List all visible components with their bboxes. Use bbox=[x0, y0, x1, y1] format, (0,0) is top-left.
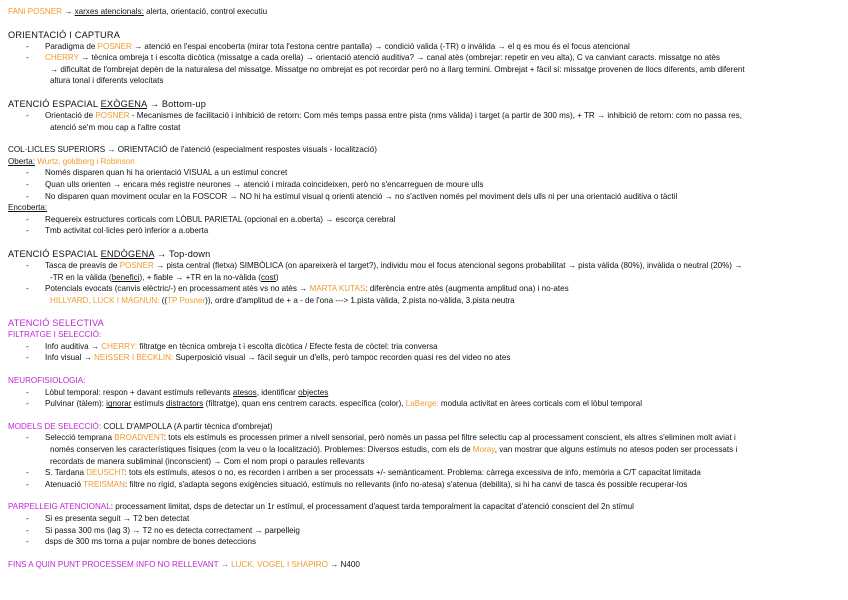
list-item: - Info visual → NEISSER I BECKLIN: Superposició visual → fàcil seguir un d'ells, però tampoc recorden quasi res del video no ates bbox=[26, 353, 511, 363]
list-item: - Lòbul temporal: respon + davant estímuls rellevants atesos, identificar objectes bbox=[26, 387, 329, 397]
subheading-oberta: Oberta: Wurtz, goldberg i Robinson bbox=[8, 156, 135, 166]
list-item-continuation: només conserven les característiques físiques (com la veu o la localització). Problemes: Diversos estudis, com els de Moray, van mostrar que alguns estímuls no atesos poden ser processats i bbox=[50, 445, 738, 455]
list-item: - Quan ulls orienten → encara més registre neurones → atenció i mirada coincideixen, però no s'encarreguen de moure ulls bbox=[26, 179, 484, 189]
list-item-continuation: atenció se'm mou cap a l'altre costat bbox=[50, 122, 181, 132]
networks-label: xarxes atencionals: bbox=[74, 7, 144, 16]
author-name: FANi POSNER bbox=[8, 7, 62, 16]
list-item: - Requereix estructures corticals com LÒBUL PARIETAL (opcional en a.oberta) → escorça cerebral bbox=[26, 214, 396, 224]
list-item: - S. Tardana DEUSCHT: tots els estímuls, atesos o no, es recorden i arriben a ser processats +/- semànticament. Problema: càrrega excessiva de info, memòria a C/T capacitat limitada bbox=[26, 468, 701, 478]
list-item: - Tmb activitat col·licles però inferior a a.oberta bbox=[26, 226, 209, 236]
subheading-filtratge: FILTRATGE I SELECCIÓ: bbox=[8, 330, 102, 340]
header-line bbox=[8, 6, 848, 18]
section-title-neuro: NEUROFISIOLOGIA: bbox=[8, 376, 86, 386]
list-item-continuation: → dificultat de l'ombrejat depèn de la naturalesa del missatge. Missatge no ombrejat es pot recordar però no a llarg termini. Ombrejat + fàcil si: missatge provenen de llocs diferents, amb diferent bbox=[50, 64, 745, 74]
list-item-continuation: altura tonal i diferents velocitats bbox=[50, 76, 164, 86]
list-item: - Info auditiva → CHERRY: filtratge en tècnica ombreja t i escolta dicòtica / Efecte festa de còctel: tria conversa bbox=[26, 341, 438, 351]
list-item: - Potencials evocats (canvis elèctric/-) en processament atès vs no atès → MARTA KUTAS: diferència entre atès (augmenta amplitud ona) i no-ates bbox=[26, 284, 569, 294]
list-item: - Tasca de preavís de POSNER → pista central (fletxa) SIMBÒLICA (on apareixerà el target?), individu mou el focus atencional segons probabilitat → pista vàlida (80%), invàlida o neutral (20%) → bbox=[26, 260, 743, 270]
list-item: - Si passa 300 ms (lag 3) → T2 no es detecta correctament → parpelleig bbox=[26, 525, 300, 535]
list-item: - Només disparen quan hi ha orientació VISUAL a un estímul concret bbox=[26, 168, 288, 178]
section-title-fins: FINS A QUIN PUNT PROCESSEM INFO NO RELLEVANT → LUCK, VOGEL I SHAPIRO → N400 bbox=[8, 559, 360, 569]
section-title-colicles: COL·LICLES SUPERIORS → ORIENTACIÓ de l'atenció (especialment respostes visuals - localització) bbox=[8, 145, 377, 155]
section-title-endogena: ATENCIÓ ESPACIAL ENDÒGENA → Top-down bbox=[8, 248, 211, 259]
section-title-models: MODELS DE SELECCIÓ: COLL D'AMPOLLA (A partir tècnica d'ombrejat) bbox=[8, 421, 273, 431]
section-title-exogena: ATENCIÓ ESPACIAL EXÒGENA → Bottom-up bbox=[8, 98, 207, 109]
header-rest: alerta, orientació, control executiu bbox=[146, 7, 268, 16]
list-item-continuation: -TR en la vàlida (benefici), + fiable → +TR en la no-vàlida (cost) bbox=[50, 272, 279, 282]
section-title-parpelleig: PARPELLEIG ATENCIONAL: processament limitat, dsps de detectar un 1r estímul, el processament d'aquest tarda temporalment la capacitat d'atenció conscient del 2n stímul bbox=[8, 502, 634, 512]
list-item-continuation: HILLYARD, LUCK I MAGNUN: ((TP Posner)), ordre d'amplitud de + a - de l'ona ---> 1.pista vàlida, 2.pista no-vàlida, 3.pista neutra bbox=[50, 295, 515, 305]
section-title-selectiva: ATENCIÓ SELECTIVA bbox=[8, 318, 104, 329]
list-item: - Selecció temprana BROADVENT: tots els estímuls es processen primer a nivell sensorial, però només un passa pel filtre selectiu cap al processament conscient, els altres s'eliminen molt aviat i bbox=[26, 433, 736, 443]
list-item: - Orientació de POSNER - Mecanismes de facilitació i inhibició de retorn: Com més temps passa entre pista (nms vàlida) i target (a partir de 300 ms), + TR → inhibició de retorn: com no passa res, bbox=[26, 110, 742, 120]
list-item: - Si es presenta seguit → T2 ben detectat bbox=[26, 514, 190, 523]
section-title-orientacio: ORIENTACIÓ I CAPTURA bbox=[8, 29, 121, 40]
list-item: - Atenuació TREISMAN: filtre no rígid, s'adapta segons exigències situació, estímuls no rellevants (info no-atesa) s'atenua (debilita), si hi ha canvi de tasca és possible recuperar-los bbox=[26, 479, 688, 489]
list-item: - No disparen quan moviment ocular en la FOSCOR → NO hi ha estímul visual q orienti atenció → no s'activen només pel moviment dels ulls ni per una orientació auditiva o tàctil bbox=[26, 191, 678, 201]
list-item: - Paradigma de POSNER → atenció en l'espai encoberta (mirar tota l'estona centre pantalla) → condició valida (-TR) o invàlida → el q es mou és el focus atencional bbox=[26, 41, 630, 51]
list-item-continuation: recordats de manera subliminal (inconscient) → Com el nom propi o paraules rellevants bbox=[50, 456, 365, 466]
list-item: - CHERRY → tècnica ombreja t i escolta dicòtica (missatge a cada orella) → orientació atenció auditiva? → canal atès (ombrejar: repetir en veu alta), C va canviant caracts. missatge no atès bbox=[26, 53, 720, 63]
subheading-encoberta: Encoberta: bbox=[8, 203, 48, 213]
list-item: - dsps de 300 ms torna a pujar nombre de bones deteccions bbox=[26, 537, 257, 547]
arrow: → bbox=[64, 7, 73, 16]
list-item: - Pulvinar (tàlem): ignorar estímuls distractors (filtratge), quan ens centrem caracts. específica (color), LaBerge: modula activitat en àrees corticals com el lòbul temporal bbox=[26, 399, 642, 409]
